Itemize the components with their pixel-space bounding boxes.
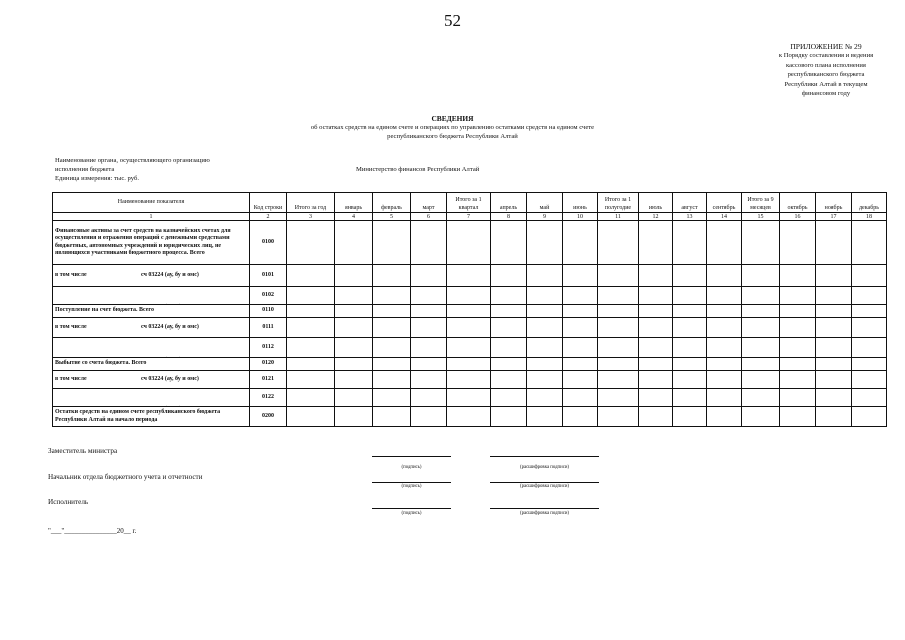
row-name: [53, 338, 250, 358]
value-cell[interactable]: [780, 287, 816, 305]
appendix-line: кассового плана исполнения: [786, 61, 866, 69]
value-cell[interactable]: [742, 407, 780, 427]
value-cell[interactable]: [598, 305, 639, 318]
value-cell[interactable]: [780, 338, 816, 358]
column-header: Итого за 1 квартал: [447, 193, 491, 213]
sign-caption: (подпись): [401, 465, 422, 470]
column-number: 17: [816, 213, 852, 221]
value-cell[interactable]: [287, 305, 335, 318]
appendix-title: ПРИЛОЖЕНИЕ № 29: [790, 42, 862, 51]
value-cell[interactable]: [411, 221, 447, 265]
value-cell[interactable]: [411, 287, 447, 305]
value-cell[interactable]: [707, 265, 742, 287]
table-row: [53, 318, 887, 338]
value-cell[interactable]: [373, 305, 411, 318]
value-cell[interactable]: [447, 287, 491, 305]
value-cell[interactable]: [447, 358, 491, 371]
row-name: Остатки средств на едином счете республиканского бюджета Республики Алтай на начало периода: [53, 407, 250, 427]
value-cell[interactable]: [598, 221, 639, 265]
value-cell[interactable]: [639, 338, 673, 358]
value-cell[interactable]: [816, 371, 852, 389]
column-number: 5: [373, 213, 411, 221]
column-header: декабрь: [852, 193, 887, 213]
value-cell[interactable]: [639, 407, 673, 427]
value-cell[interactable]: [563, 407, 598, 427]
value-cell[interactable]: [411, 358, 447, 371]
column-header: Наименование показателя: [53, 193, 250, 213]
value-cell[interactable]: [707, 338, 742, 358]
org-name: Министерство финансов Республики Алтай: [356, 166, 480, 173]
value-cell[interactable]: [639, 358, 673, 371]
value-cell[interactable]: [335, 305, 373, 318]
table-row: [53, 407, 887, 427]
value-cell[interactable]: [527, 265, 563, 287]
value-cell[interactable]: [673, 338, 707, 358]
row-name: [53, 389, 250, 407]
deputy-label: Заместитель министра: [48, 447, 118, 455]
row-name: [53, 287, 250, 305]
value-cell[interactable]: [639, 265, 673, 287]
row-name: Финансовые активы за счет средств на казначейских счетах для осуществления и отражения операций с денежными средствами бюджетных, автономных учреждений и юридических лиц, не являющихся участниками бюджетного процесса. Всего: [53, 221, 250, 265]
column-header: февраль: [373, 193, 411, 213]
value-cell[interactable]: [411, 265, 447, 287]
decode-caption: (расшифровка подписи): [520, 484, 569, 489]
row-name: [53, 371, 250, 389]
column-header: март: [411, 193, 447, 213]
head-sign-line: [372, 482, 451, 483]
value-cell[interactable]: [491, 221, 527, 265]
table-row: [53, 287, 887, 305]
row-name: Выбытие со счета бюджета. Всего: [53, 358, 250, 371]
value-cell[interactable]: [707, 221, 742, 265]
value-cell[interactable]: [491, 287, 527, 305]
value-cell[interactable]: [491, 265, 527, 287]
decode-caption: (расшифровка подписи): [520, 465, 569, 470]
value-cell[interactable]: [335, 221, 373, 265]
row-name: [53, 265, 250, 287]
unit-label: Единица измерения: тыс. руб.: [55, 175, 139, 182]
value-cell[interactable]: [742, 318, 780, 338]
column-header: май: [527, 193, 563, 213]
value-cell[interactable]: [816, 407, 852, 427]
value-cell[interactable]: [780, 318, 816, 338]
column-number: 9: [527, 213, 563, 221]
value-cell[interactable]: [780, 358, 816, 371]
value-cell[interactable]: [742, 221, 780, 265]
value-cell[interactable]: [816, 358, 852, 371]
value-cell[interactable]: [598, 389, 639, 407]
column-header: Итого за год: [287, 193, 335, 213]
value-cell[interactable]: [563, 318, 598, 338]
row-code: 0102: [250, 287, 287, 305]
value-cell[interactable]: [491, 371, 527, 389]
table-row: [53, 338, 887, 358]
value-cell[interactable]: [527, 305, 563, 318]
value-cell[interactable]: [491, 338, 527, 358]
column-header: Итого за 9 месяцев: [742, 193, 780, 213]
sign-caption: (подпись): [401, 484, 422, 489]
value-cell[interactable]: [852, 221, 887, 265]
appendix-line: к Порядку составления и ведения: [778, 52, 874, 60]
value-cell[interactable]: [287, 389, 335, 407]
value-cell[interactable]: [707, 371, 742, 389]
row-account: [141, 357, 181, 358]
value-cell[interactable]: [287, 338, 335, 358]
value-cell[interactable]: [411, 338, 447, 358]
value-cell[interactable]: [673, 287, 707, 305]
column-header: октябрь: [780, 193, 816, 213]
value-cell[interactable]: [598, 318, 639, 338]
value-cell[interactable]: [816, 221, 852, 265]
value-cell[interactable]: [447, 389, 491, 407]
value-cell[interactable]: [373, 287, 411, 305]
value-cell[interactable]: [742, 389, 780, 407]
row-account: сч 03224 (ау, бу и омс): [141, 323, 199, 330]
table-row: [53, 305, 887, 318]
value-cell[interactable]: [816, 338, 852, 358]
value-cell[interactable]: [707, 407, 742, 427]
value-cell[interactable]: [780, 389, 816, 407]
value-cell[interactable]: [742, 371, 780, 389]
value-cell[interactable]: [335, 338, 373, 358]
value-cell[interactable]: [673, 407, 707, 427]
value-cell[interactable]: [852, 305, 887, 318]
appendix-line: Республики Алтай в текущем: [784, 80, 868, 88]
row-code: 0101: [250, 265, 287, 287]
value-cell[interactable]: [335, 407, 373, 427]
appendix-block: [740, 42, 905, 98]
value-cell[interactable]: [816, 389, 852, 407]
column-header: январь: [335, 193, 373, 213]
value-cell[interactable]: [673, 371, 707, 389]
value-cell[interactable]: [287, 265, 335, 287]
table-row: [53, 265, 887, 287]
column-number: 8: [491, 213, 527, 221]
value-cell[interactable]: [287, 371, 335, 389]
table-header-row: [53, 193, 887, 213]
column-number: 1: [53, 213, 250, 221]
value-cell[interactable]: [673, 265, 707, 287]
column-number: 13: [673, 213, 707, 221]
column-number: 2: [250, 213, 287, 221]
row-code: 0121: [250, 371, 287, 389]
value-cell[interactable]: [852, 358, 887, 371]
value-cell[interactable]: [335, 358, 373, 371]
value-cell[interactable]: [287, 407, 335, 427]
value-cell[interactable]: [563, 389, 598, 407]
value-cell[interactable]: [780, 407, 816, 427]
value-cell[interactable]: [598, 358, 639, 371]
row-code: 0110: [250, 305, 287, 318]
row-account: сч 03224 (ау, бу и омс): [141, 271, 199, 278]
value-cell[interactable]: [491, 358, 527, 371]
column-number-row: [53, 213, 887, 221]
org-label-line-2: исполнения бюджета: [55, 165, 115, 173]
value-cell[interactable]: [447, 305, 491, 318]
sign-caption: (подпись): [401, 511, 422, 516]
value-cell[interactable]: [373, 265, 411, 287]
row-account: [141, 304, 181, 305]
value-cell[interactable]: [852, 371, 887, 389]
value-cell[interactable]: [491, 407, 527, 427]
value-cell[interactable]: [780, 221, 816, 265]
value-cell[interactable]: [287, 221, 335, 265]
value-cell[interactable]: [742, 287, 780, 305]
value-cell[interactable]: [527, 221, 563, 265]
value-cell[interactable]: [639, 389, 673, 407]
value-cell[interactable]: [673, 358, 707, 371]
value-cell[interactable]: [598, 407, 639, 427]
value-cell[interactable]: [527, 407, 563, 427]
deputy-sign-line: [372, 456, 451, 457]
value-cell[interactable]: [852, 389, 887, 407]
value-cell[interactable]: [491, 318, 527, 338]
value-cell[interactable]: [563, 371, 598, 389]
row-code: 0100: [250, 221, 287, 265]
value-cell[interactable]: [639, 221, 673, 265]
document-heading: [250, 114, 655, 141]
executor-label: Исполнитель: [48, 498, 89, 506]
value-cell[interactable]: [563, 338, 598, 358]
value-cell[interactable]: [335, 371, 373, 389]
value-cell[interactable]: [852, 318, 887, 338]
value-cell[interactable]: [287, 358, 335, 371]
value-cell[interactable]: [816, 318, 852, 338]
value-cell[interactable]: [373, 338, 411, 358]
value-cell[interactable]: [673, 221, 707, 265]
table-row: [53, 358, 887, 371]
value-cell[interactable]: [335, 318, 373, 338]
column-header: сентябрь: [707, 193, 742, 213]
value-cell[interactable]: [411, 389, 447, 407]
row-prefix: в том числе: [55, 323, 87, 330]
value-cell[interactable]: [411, 305, 447, 318]
value-cell[interactable]: [563, 287, 598, 305]
document-subtitle-2: республиканского бюджета Республики Алтай: [387, 133, 518, 140]
column-number: 11: [598, 213, 639, 221]
value-cell[interactable]: [673, 305, 707, 318]
value-cell[interactable]: [563, 305, 598, 318]
column-header: апрель: [491, 193, 527, 213]
column-number: 10: [563, 213, 598, 221]
column-header: ноябрь: [816, 193, 852, 213]
value-cell[interactable]: [816, 265, 852, 287]
decode-caption: (расшифровка подписи): [520, 511, 569, 516]
value-cell[interactable]: [780, 371, 816, 389]
value-cell[interactable]: [852, 265, 887, 287]
row-prefix: в том числе: [55, 271, 87, 278]
row-account: [141, 406, 181, 407]
value-cell[interactable]: [411, 407, 447, 427]
value-cell[interactable]: [373, 358, 411, 371]
column-header: август: [673, 193, 707, 213]
appendix-line: финансовом году: [801, 90, 851, 98]
value-cell[interactable]: [373, 221, 411, 265]
value-cell[interactable]: [707, 287, 742, 305]
value-cell[interactable]: [447, 371, 491, 389]
column-header: июнь: [563, 193, 598, 213]
column-number: 4: [335, 213, 373, 221]
value-cell[interactable]: [707, 318, 742, 338]
value-cell[interactable]: [598, 338, 639, 358]
value-cell[interactable]: [816, 287, 852, 305]
value-cell[interactable]: [816, 305, 852, 318]
row-prefix: в том числе: [55, 375, 87, 382]
value-cell[interactable]: [447, 338, 491, 358]
value-cell[interactable]: [527, 389, 563, 407]
table-row: [53, 221, 887, 265]
document-subtitle-1: об остатках средств на едином счете и операциях по управлению остатками средств на едином счете: [310, 124, 595, 131]
column-number: 15: [742, 213, 780, 221]
value-cell[interactable]: [335, 389, 373, 407]
row-name: Поступление на счет бюджета. Всего: [53, 305, 250, 318]
row-code: 0120: [250, 358, 287, 371]
value-cell[interactable]: [491, 389, 527, 407]
column-header: Код строки: [250, 193, 287, 213]
value-cell[interactable]: [287, 318, 335, 338]
table-row: [53, 389, 887, 407]
value-cell[interactable]: [411, 371, 447, 389]
value-cell[interactable]: [852, 407, 887, 427]
value-cell[interactable]: [491, 305, 527, 318]
value-cell[interactable]: [447, 265, 491, 287]
table-row: [53, 371, 887, 389]
value-cell[interactable]: [373, 371, 411, 389]
value-cell[interactable]: [447, 407, 491, 427]
executor-sign-line: [372, 508, 451, 509]
column-number: 14: [707, 213, 742, 221]
head-decode-line: [490, 482, 599, 483]
column-number: 7: [447, 213, 491, 221]
column-number: 18: [852, 213, 887, 221]
column-number: 16: [780, 213, 816, 221]
value-cell[interactable]: [742, 358, 780, 371]
value-cell[interactable]: [335, 265, 373, 287]
page-number: 52: [444, 11, 461, 30]
value-cell[interactable]: [563, 358, 598, 371]
column-number: 3: [287, 213, 335, 221]
value-cell[interactable]: [527, 358, 563, 371]
value-cell[interactable]: [373, 389, 411, 407]
value-cell[interactable]: [563, 221, 598, 265]
row-code: 0111: [250, 318, 287, 338]
value-cell[interactable]: [639, 305, 673, 318]
value-cell[interactable]: [780, 305, 816, 318]
value-cell[interactable]: [335, 287, 373, 305]
value-cell[interactable]: [852, 287, 887, 305]
column-header: Итого за 1 полугодие: [598, 193, 639, 213]
row-code: 0112: [250, 338, 287, 358]
date-line: "___"_______________20__ г.: [48, 527, 137, 535]
value-cell[interactable]: [707, 389, 742, 407]
value-cell[interactable]: [598, 371, 639, 389]
report-table: [52, 192, 887, 427]
value-cell[interactable]: [673, 389, 707, 407]
value-cell[interactable]: [527, 371, 563, 389]
row-code: 0122: [250, 389, 287, 407]
value-cell[interactable]: [598, 265, 639, 287]
column-number: 6: [411, 213, 447, 221]
executor-decode-line: [490, 508, 599, 509]
row-account: сч 03224 (ау, бу и омс): [141, 375, 199, 382]
value-cell[interactable]: [852, 338, 887, 358]
value-cell[interactable]: [527, 338, 563, 358]
value-cell[interactable]: [742, 305, 780, 318]
head-label: Начальник отдела бюджетного учета и отчетности: [48, 473, 203, 481]
value-cell[interactable]: [447, 318, 491, 338]
column-number: 12: [639, 213, 673, 221]
value-cell[interactable]: [742, 338, 780, 358]
value-cell[interactable]: [563, 265, 598, 287]
value-cell[interactable]: [639, 287, 673, 305]
value-cell[interactable]: [639, 318, 673, 338]
row-name: [53, 318, 250, 338]
org-label: [55, 157, 245, 175]
appendix-line: республиканского бюджета: [787, 71, 865, 79]
value-cell[interactable]: [707, 358, 742, 371]
deputy-decode-line: [490, 456, 599, 457]
value-cell[interactable]: [373, 407, 411, 427]
value-cell[interactable]: [447, 221, 491, 265]
row-code: 0200: [250, 407, 287, 427]
value-cell[interactable]: [373, 318, 411, 338]
value-cell[interactable]: [527, 318, 563, 338]
column-header: июль: [639, 193, 673, 213]
value-cell[interactable]: [707, 305, 742, 318]
value-cell[interactable]: [287, 287, 335, 305]
org-label-line-1: Наименование органа, осуществляющего организацию: [55, 157, 210, 164]
value-cell[interactable]: [742, 265, 780, 287]
value-cell[interactable]: [527, 287, 563, 305]
value-cell[interactable]: [639, 371, 673, 389]
value-cell[interactable]: [780, 265, 816, 287]
document-title: СВЕДЕНИЯ: [431, 114, 474, 123]
value-cell[interactable]: [673, 318, 707, 338]
value-cell[interactable]: [598, 287, 639, 305]
value-cell[interactable]: [411, 318, 447, 338]
